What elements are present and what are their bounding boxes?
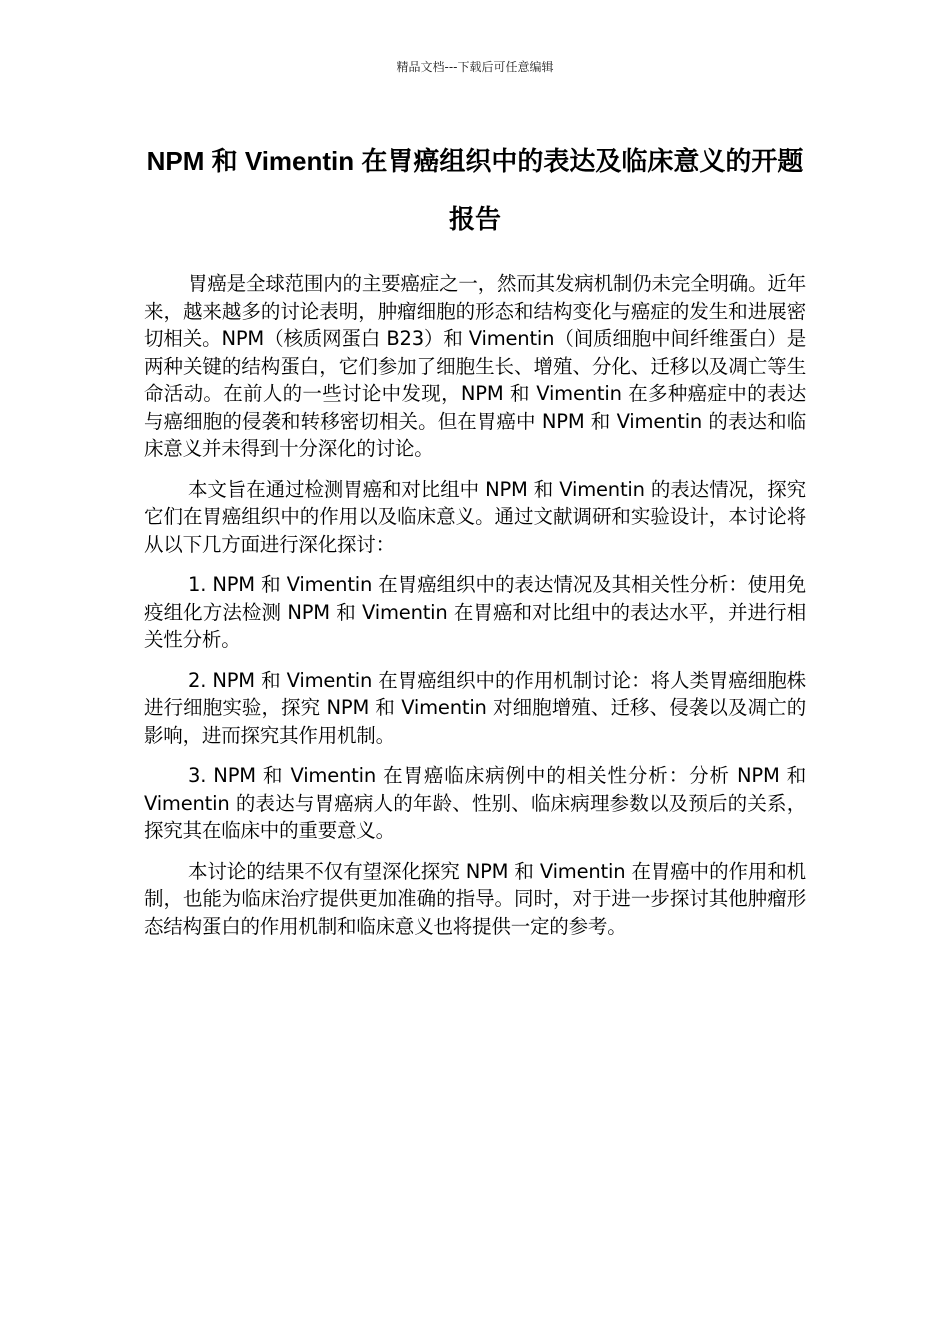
paragraph-background: 胃癌是全球范围内的主要癌症之一，然而其发病机制仍未完全明确。近年来，越来越多的讨论表明，肿瘤细胞的形态和结构变化与癌症的发生和进展密切相关。NPM（核质网蛋白 B23）和 Vimentin（间质细胞中间纤维蛋白）是两种关键的结构蛋白，它们参加了细胞生长、增殖、分化、迁移以及凋亡等生命活动。在前人的一些讨论中发现，NPM 和 Vimentin 在多种癌症中的表达与癌细胞的侵袭和转移密切相关。但在胃癌中 NPM 和 Vimentin 的表达和临床意义并未得到十分深化的讨论。 [144, 272, 806, 460]
paragraph-item-3: 3. NPM 和 Vimentin 在胃癌临床病例中的相关性分析：分析 NPM 和 Vimentin 的表达与胃癌病人的年龄、性别、临床病理参数以及预后的关系，探究其在临床中的重要意义。 [144, 764, 806, 842]
paragraph-item-2: 2. NPM 和 Vimentin 在胃癌组织中的作用机制讨论：将人类胃癌细胞株进行细胞实验，探究 NPM 和 Vimentin 对细胞增殖、迁移、侵袭以及凋亡的影响，进而探究其作用机制。 [144, 668, 806, 747]
page-header-note: 精品文档---下载后可任意编辑 [396, 60, 554, 74]
document-title: NPM 和 Vimentin 在胃癌组织中的表达及临床意义的开题报告 [146, 146, 804, 234]
paragraph-item-1: 1. NPM 和 Vimentin 在胃癌组织中的表达情况及其相关性分析：使用免疫组化方法检测 NPM 和 Vimentin 在胃癌和对比组中的表达水平，并进行相关性分析。 [144, 573, 806, 651]
paragraph-objective: 本文旨在通过检测胃癌和对比组中 NPM 和 Vimentin 的表达情况，探究它们在胃癌组织中的作用以及临床意义。通过文献调研和实验设计，本讨论将从以下几方面进行深化探讨： [144, 477, 806, 556]
paragraph-conclusion: 本讨论的结果不仅有望深化探究 NPM 和 Vimentin 在胃癌中的作用和机制，也能为临床治疗提供更加准确的指导。同时，对于进一步探讨其他肿瘤形态结构蛋白的作用机制和临床意义也将提供一定的参考。 [144, 859, 806, 938]
document-body [144, 270, 806, 953]
